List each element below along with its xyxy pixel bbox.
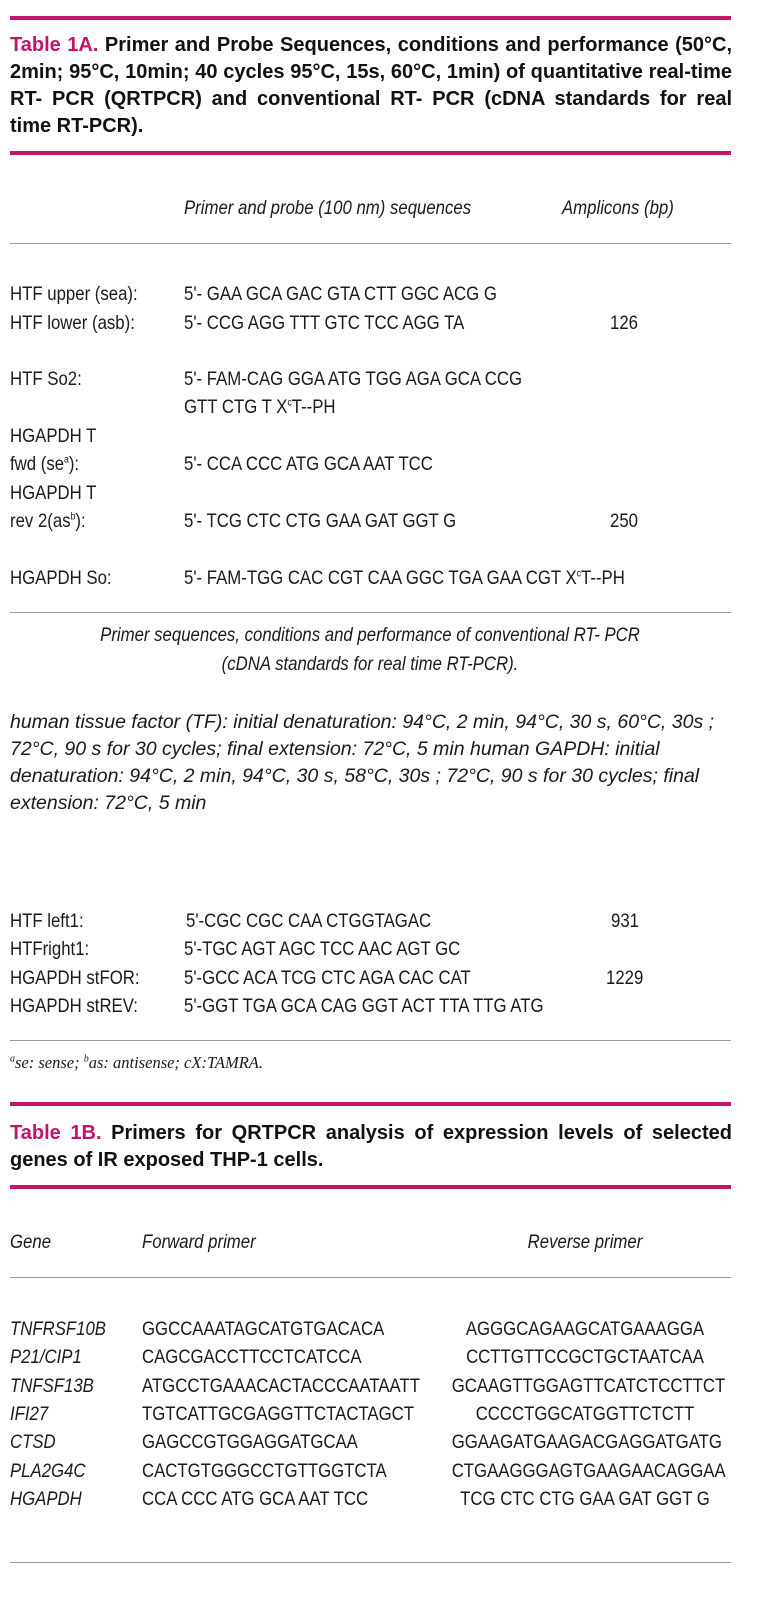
row-name: HGAPDH So: — [10, 567, 112, 589]
row-amp: 1229 — [606, 967, 644, 989]
col-header-forward: Forward primer — [142, 1231, 256, 1253]
bottom-rule — [10, 1562, 731, 1563]
section-rule — [10, 612, 731, 613]
gene-name: TNFRSF10B — [10, 1318, 106, 1340]
gene-name: TNFSF13B — [10, 1374, 94, 1397]
col-header-reverse: Reverse primer — [527, 1231, 643, 1253]
footnote-rule — [10, 1040, 731, 1041]
row-seq: 5'- FAM-CAG GGA ATG TGG AGA GCA CCG — [184, 368, 523, 390]
row-seq: 5'-TGC AGT AGC TCC AAC AGT GC — [184, 938, 461, 960]
col-header-gene: Gene — [10, 1231, 52, 1253]
table-1a-label: Table 1A. — [10, 34, 99, 56]
row-name: HGAPDH stFOR: — [10, 967, 140, 989]
conv-title-line1: Primer sequences, conditions and performance of conventional RT- PCR — [100, 624, 640, 646]
row-name: HGAPDH T — [10, 425, 97, 447]
reverse-primer: GGAAGATGAAGACGAGGATGATG — [451, 1431, 722, 1454]
row-seq: 5'-GCC ACA TCG CTC AGA CAC CAT — [184, 967, 471, 989]
row-seq: 5'- TCG CTC CTG GAA GAT GGT G — [184, 510, 457, 532]
row-name: HTFright1: — [10, 938, 90, 960]
row-amp: 250 — [610, 510, 638, 532]
row-seq: 5'- CCG AGG TTT GTC TCC AGG TA — [184, 312, 465, 334]
row-seq: GTT CTG T $X^cT--PH$ — [184, 396, 336, 418]
gene-name: HGAPDH — [10, 1487, 82, 1510]
table-1a-caption-text: Primer and Probe Sequences, conditions and performance (50°C, 2min; 95°C, 10min; 40 cycles 95°C, 15s, 60°C, 1min) of quantitative real-time RT- PCR (QRTPCR) and conventional RT- PCR (cDNA standards for real time RT-PCR). — [10, 34, 732, 137]
forward-primer: CAGCGACCTTCCTCATCCA — [142, 1346, 362, 1369]
row-seq: 5'- CCA CCC ATG GCA AAT TCC — [184, 453, 433, 475]
reverse-primer: TCG CTC CTG GAA GAT GGT G — [460, 1487, 710, 1510]
row-seq: 5'-GGT TGA GCA CAG GGT ACT TTA TTG ATG — [184, 995, 544, 1017]
col-header-sequences: Primer and probe (100 nm) sequences — [184, 197, 472, 219]
forward-primer: CCA CCC ATG GCA AAT TCC — [142, 1487, 369, 1510]
forward-primer: GGCCAAATAGCATGTGACACA — [142, 1318, 385, 1340]
table-1b-header-rule — [10, 1277, 731, 1278]
row-amp: 126 — [610, 312, 638, 334]
table-1b-caption-text: Primers for QRTPCR analysis of expression levels of selected genes of IR exposed THP-1 cells. — [10, 1122, 732, 1171]
row-name: HGAPDH stREV: — [10, 995, 138, 1017]
top-rule — [10, 16, 731, 20]
table-1a-caption — [10, 32, 732, 140]
row-amp: 931 — [611, 910, 639, 932]
table-1b-caption — [10, 1120, 732, 1174]
reverse-primer: CCTTGTTCCGCTGCTAATCAA — [466, 1346, 704, 1369]
footnote: $^a$se: sense; $^b$as: antisense; cX:TAMRA. — [10, 1053, 264, 1072]
forward-primer: CACTGTGGGCCTGTTGGTCTA — [142, 1459, 387, 1482]
header-rule — [10, 243, 731, 244]
gene-name: PLA2G4C — [10, 1459, 86, 1482]
table-1b-top-rule — [10, 1102, 731, 1106]
gene-name: P21/CIP1 — [10, 1346, 82, 1369]
row-seq: 5'- GAA GCA GAC GTA CTT GGC ACG G — [184, 283, 497, 305]
row-name: HGAPDH T — [10, 482, 97, 504]
table-1b-caption-rule — [10, 1185, 731, 1189]
row-name: HTF upper (sea): — [10, 283, 138, 305]
row-name: HTF lower (asb): — [10, 312, 135, 334]
caption-rule — [10, 151, 731, 155]
row-name: HTF left1: — [10, 910, 84, 932]
reverse-primer: AGGGCAGAAGCATGAAAGGA — [465, 1318, 705, 1340]
conditions-text: human tissue factor (TF): initial denaturation: 94°C, 2 min, 94°C, 30 s, 60°C, 30s ; 72°C, 90 s for 30 cycles; final extension: 72°C, 5 min human GAPDH: initial denaturation: 94°C, 2 min, 94°C, 30 s, 58°C, 30s ; 72°C, 90 s for 30 cycles; final extension: 72°C, 5 min — [10, 711, 715, 814]
row-seq: 5'- FAM-TGG CAC CGT CAA GGC TGA GAA CGT $X^cT--PH$ — [184, 567, 625, 589]
gene-name: CTSD — [10, 1431, 56, 1454]
col-header-amplicons: Amplicons (bp) — [562, 197, 674, 219]
row-seq: 5'-CGC CGC CAA CTGGTAGAC — [186, 910, 432, 932]
row-name: fwd $(se^a)$: — [10, 453, 80, 475]
forward-primer: GAGCCGTGGAGGATGCAA — [142, 1431, 358, 1454]
conv-title-line2: (cDNA standards for real time RT-PCR). — [221, 653, 519, 675]
row-name: rev $2(as^b)$: — [10, 510, 86, 532]
table-1b-label: Table 1B. — [10, 1122, 102, 1144]
forward-primer: ATGCCTGAAACACTACCCAATAATT — [142, 1374, 420, 1397]
gene-name: IFI27 — [10, 1402, 49, 1425]
reverse-primer: GCAAGTTGGAGTTCATCTCCTTCT — [451, 1374, 726, 1397]
row-name: HTF So2: — [10, 368, 82, 390]
forward-primer: TGTCATTGCGAGGTTCTACTAGCT — [142, 1402, 415, 1425]
reverse-primer: CCCCTGGCATGGTTCTCTT — [475, 1402, 695, 1425]
reverse-primer: CTGAAGGGAGTGAAGAACAGGAA — [451, 1459, 726, 1482]
